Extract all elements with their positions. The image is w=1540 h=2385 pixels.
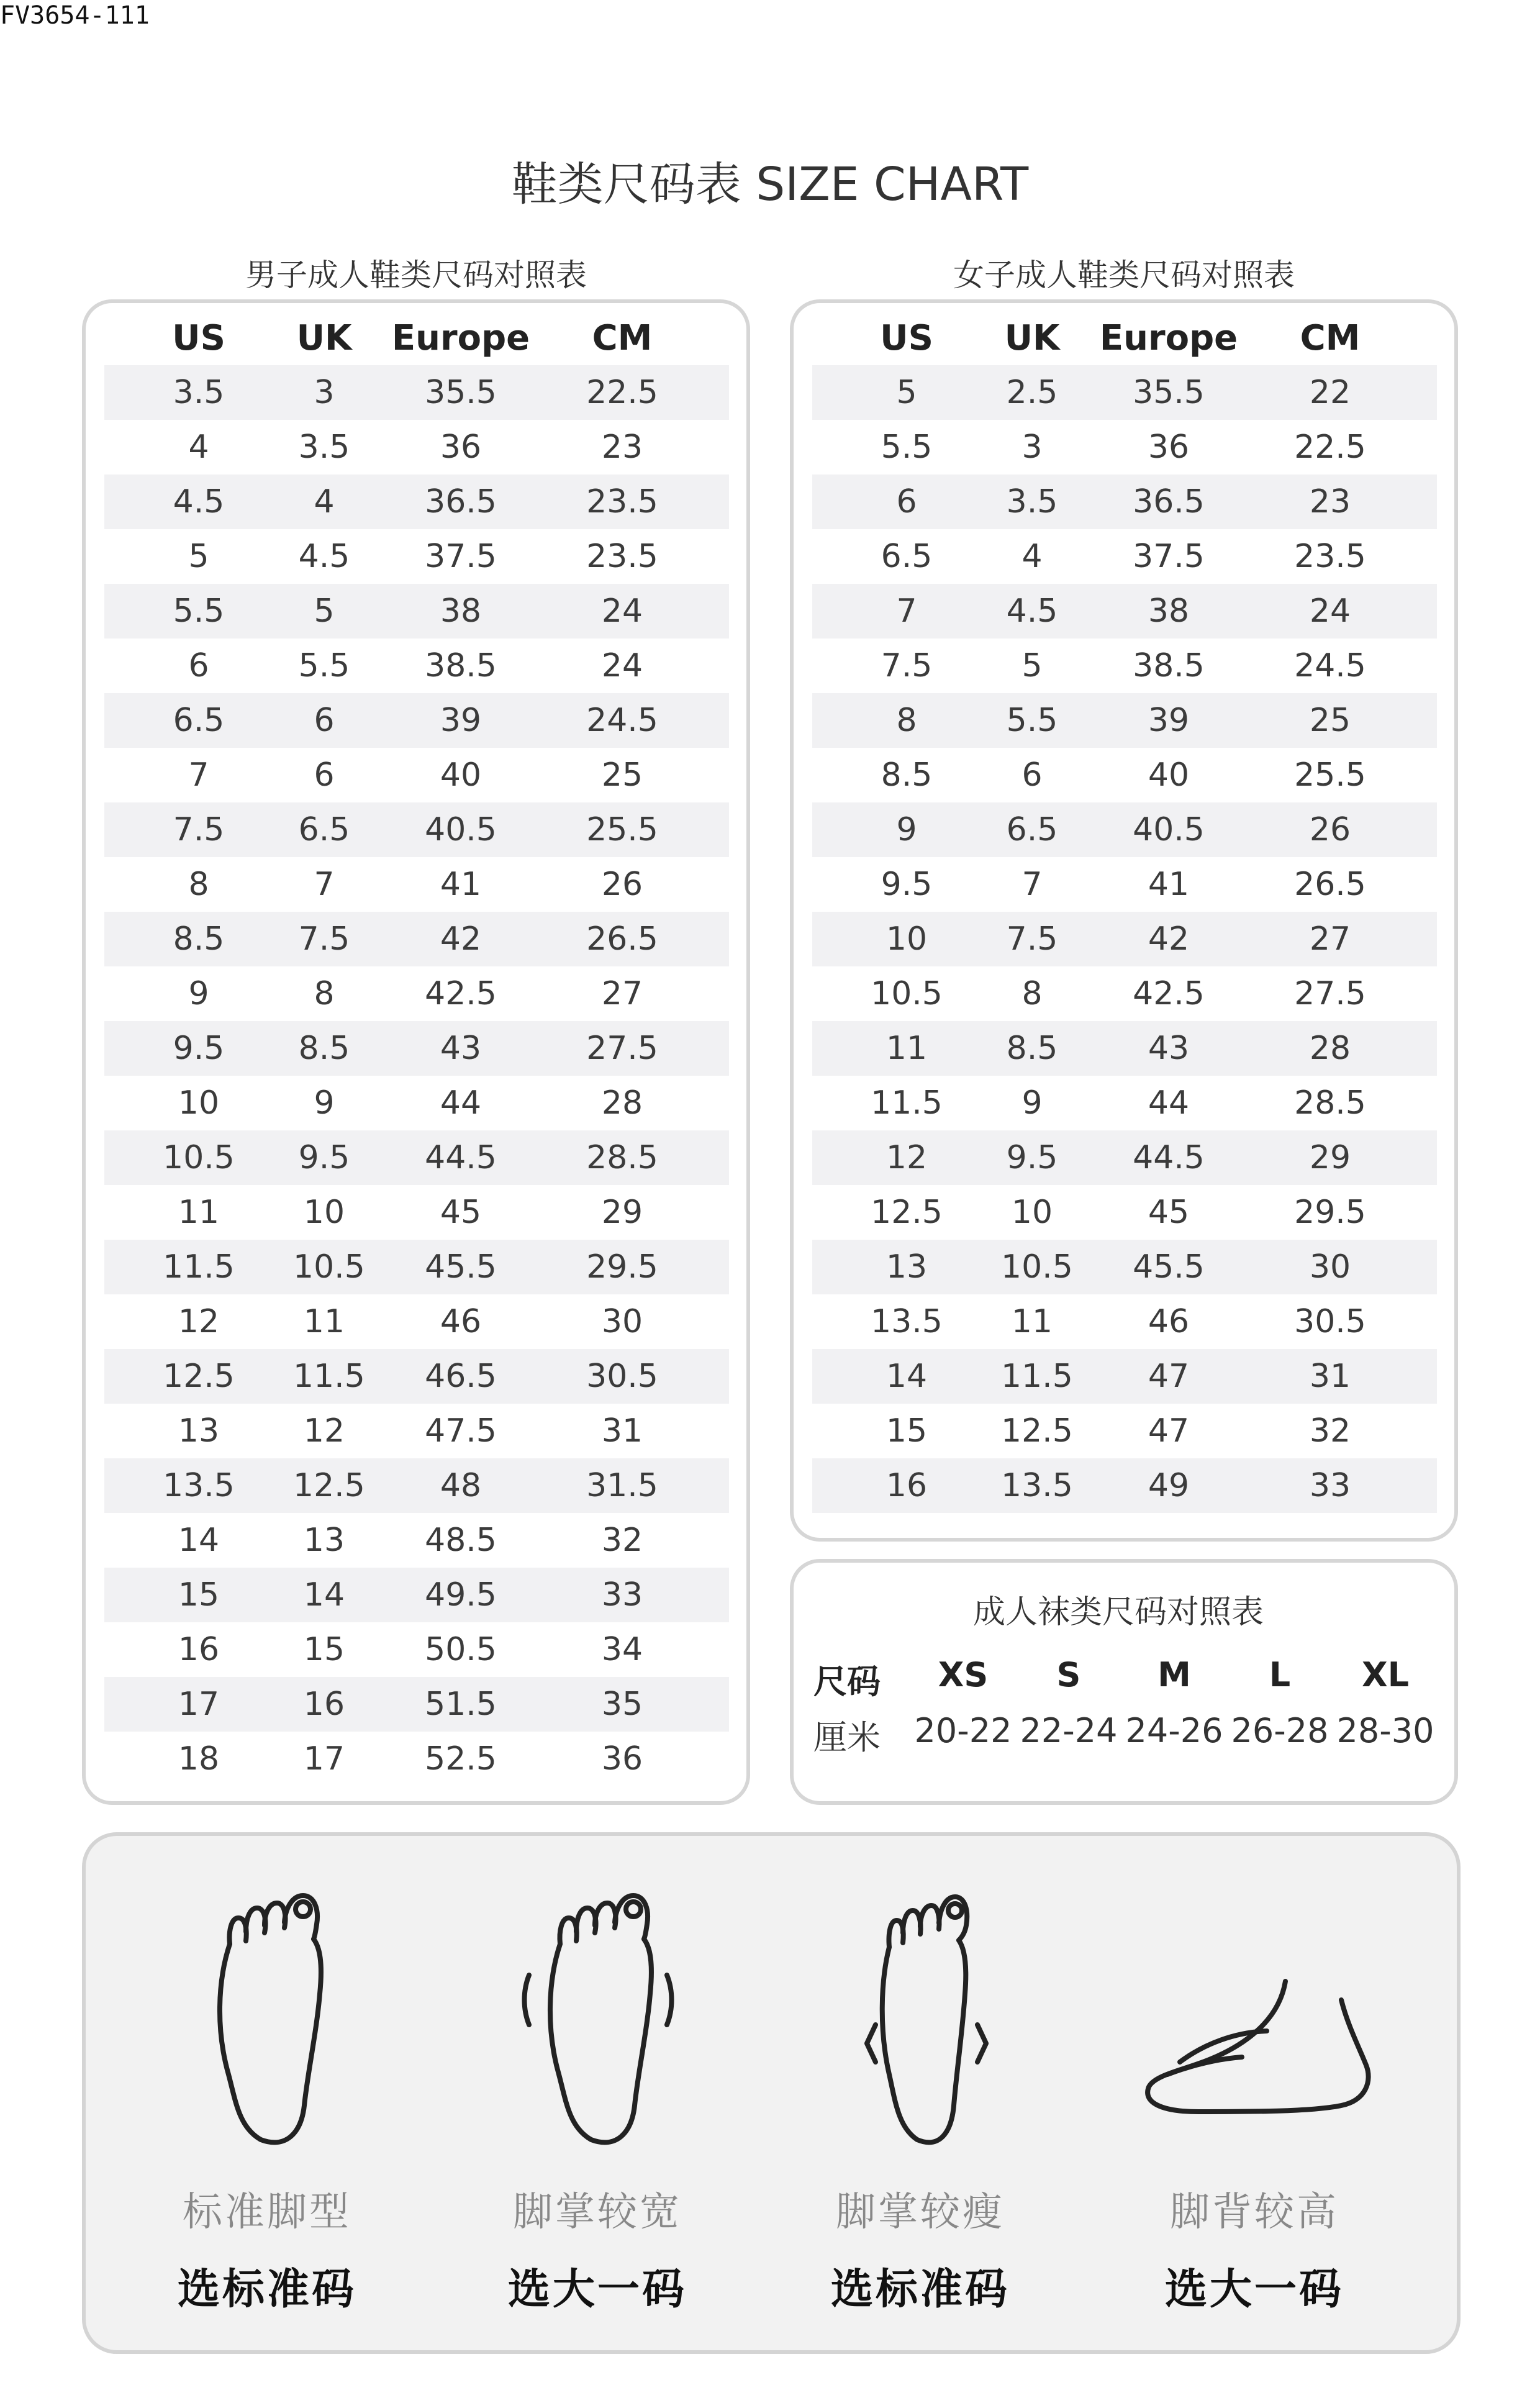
sock-cm: 24-26 <box>1125 1711 1223 1750</box>
women-table-cell: 46 <box>1148 1303 1190 1340</box>
men-table-header-cell: Europe <box>391 317 530 358</box>
women-table-cell: 45 <box>1148 1194 1190 1231</box>
women-table-cell: 45.5 <box>1133 1248 1205 1286</box>
men-table-cell: 35.5 <box>425 374 497 411</box>
women-table-cell: 8.5 <box>1006 1030 1058 1067</box>
women-table-cell: 30 <box>1309 1248 1351 1286</box>
men-size-table <box>104 311 729 1786</box>
men-table-cell: 11 <box>303 1303 345 1340</box>
men-table-cell: 6.5 <box>173 702 225 739</box>
men-table-cell: 44 <box>440 1084 482 1122</box>
men-table-cell: 4 <box>314 483 335 520</box>
men-table-row <box>104 584 729 638</box>
women-table-title: 女子成人鞋类尺码对照表 <box>953 257 1295 293</box>
men-table-cell: 38 <box>440 593 482 630</box>
women-table-cell: 13.5 <box>871 1303 943 1340</box>
men-table-cell: 25 <box>601 756 643 794</box>
women-table-cell: 22.5 <box>1294 429 1366 466</box>
foot-tip: 选标准码 <box>177 2265 356 2314</box>
women-table-cell: 24.5 <box>1294 647 1366 684</box>
women-table-header-cell: Europe <box>1099 317 1238 358</box>
women-table-cell: 7.5 <box>881 647 933 684</box>
men-table-cell: 39 <box>440 702 482 739</box>
foot-desc: 脚掌较瘦 <box>836 2189 1005 2235</box>
men-table-cell: 10 <box>178 1084 220 1122</box>
men-table-cell: 10 <box>303 1194 345 1231</box>
men-table-cell: 6 <box>314 756 335 794</box>
women-table-cell: 2.5 <box>1006 374 1058 411</box>
men-table-cell: 5 <box>188 538 209 575</box>
men-table-cell: 13 <box>303 1522 345 1559</box>
women-table-row <box>812 693 1437 748</box>
men-table-cell: 11 <box>178 1194 220 1231</box>
women-table-cell: 12 <box>886 1139 928 1176</box>
women-table-cell: 7.5 <box>1006 920 1058 958</box>
men-table-row <box>104 748 729 802</box>
women-table-cell: 25.5 <box>1294 756 1366 794</box>
men-table-cell: 14 <box>303 1576 345 1614</box>
women-table-cell: 30.5 <box>1294 1303 1366 1340</box>
women-table-cell: 41 <box>1148 866 1190 903</box>
men-table-cell: 7.5 <box>298 920 350 958</box>
women-table-cell: 6.5 <box>881 538 933 575</box>
women-table-cell: 6 <box>896 483 917 520</box>
men-table-cell: 7 <box>314 866 335 903</box>
women-table-cell: 26 <box>1309 811 1351 848</box>
standard-foot-icon <box>192 1888 342 2155</box>
women-table-cell: 28.5 <box>1294 1084 1366 1122</box>
women-table-cell: 9 <box>1021 1084 1043 1122</box>
women-table-cell: 42 <box>1148 920 1190 958</box>
men-table-row <box>104 1130 729 1185</box>
men-table-cell: 42.5 <box>425 975 497 1012</box>
sock-cm: 28-30 <box>1336 1711 1434 1750</box>
men-table-row <box>104 912 729 966</box>
women-table-cell: 5 <box>1021 647 1043 684</box>
women-table-row <box>812 857 1437 912</box>
men-table-cell: 31 <box>601 1412 643 1450</box>
sock-size: XS <box>938 1655 989 1694</box>
wide-foot-icon <box>510 1888 684 2155</box>
sock-table-title: 成人袜类尺码对照表 <box>972 1594 1264 1631</box>
men-table-cell: 31.5 <box>586 1467 658 1504</box>
women-table-cell: 9.5 <box>881 866 933 903</box>
men-table-row <box>104 1185 729 1240</box>
women-size-table <box>812 311 1437 1513</box>
men-table-cell: 51.5 <box>425 1686 497 1723</box>
women-table-cell: 13.5 <box>1001 1467 1073 1504</box>
men-table-cell: 49.5 <box>425 1576 497 1614</box>
men-table-row <box>104 857 729 912</box>
women-table-cell: 32 <box>1309 1412 1351 1450</box>
men-table-cell: 9 <box>188 975 209 1012</box>
men-table-cell: 38.5 <box>425 647 497 684</box>
women-table-cell: 42.5 <box>1133 975 1205 1012</box>
men-table-cell: 3.5 <box>173 374 225 411</box>
women-table-row <box>812 638 1437 693</box>
foot-type-wide <box>448 1888 746 2316</box>
men-table-cell: 45 <box>440 1194 482 1231</box>
foot-desc: 脚掌较宽 <box>513 2189 682 2235</box>
men-table-cell: 35 <box>601 1686 643 1723</box>
men-table-cell: 9 <box>314 1084 335 1122</box>
men-table-cell: 25.5 <box>586 811 658 848</box>
men-table-title: 男子成人鞋类尺码对照表 <box>245 257 587 293</box>
men-table-cell: 4 <box>188 429 209 466</box>
foot-tip: 选大一码 <box>507 2265 687 2314</box>
men-table-cell: 7 <box>188 756 209 794</box>
men-table-row <box>104 1677 729 1732</box>
women-table-cell: 5.5 <box>881 429 933 466</box>
men-table-header-cell: US <box>172 317 225 358</box>
women-table-cell: 38 <box>1148 593 1190 630</box>
women-table-cell: 12.5 <box>871 1194 943 1231</box>
men-table-cell: 11.5 <box>163 1248 235 1286</box>
women-table-cell: 40 <box>1148 756 1190 794</box>
men-table-cell: 46.5 <box>425 1358 497 1395</box>
men-table-cell: 10.5 <box>293 1248 365 1286</box>
foot-type-standard <box>118 1888 416 2316</box>
men-table-cell: 12.5 <box>293 1467 365 1504</box>
women-table-cell: 12.5 <box>1001 1412 1073 1450</box>
men-table-cell: 36.5 <box>425 483 497 520</box>
men-table-row <box>104 1021 729 1076</box>
women-table-cell: 36.5 <box>1133 483 1205 520</box>
women-table-cell: 47 <box>1148 1358 1190 1395</box>
men-table-cell: 7.5 <box>173 811 225 848</box>
men-table-cell: 50.5 <box>425 1631 497 1668</box>
sock-size-label: 尺码 <box>813 1662 881 1701</box>
foot-tip: 选大一码 <box>1164 2265 1344 2314</box>
women-table-cell: 9 <box>896 811 917 848</box>
men-table-cell: 12 <box>178 1303 220 1340</box>
women-table-cell: 5 <box>896 374 917 411</box>
men-table-row <box>104 529 729 584</box>
women-table-row <box>812 912 1437 966</box>
men-table-cell: 34 <box>601 1631 643 1668</box>
men-table-row <box>104 802 729 857</box>
sock-size: S <box>1056 1655 1081 1694</box>
men-table-row <box>104 1622 729 1677</box>
men-table-cell: 42 <box>440 920 482 958</box>
men-table-cell: 24 <box>601 593 643 630</box>
women-table-row <box>812 420 1437 475</box>
men-table-row <box>104 475 729 529</box>
women-table-row <box>812 1458 1437 1513</box>
women-table-header-cell: CM <box>1300 317 1361 358</box>
women-table-cell: 13 <box>886 1248 928 1286</box>
men-table-cell: 6 <box>188 647 209 684</box>
men-table-row <box>104 1404 729 1458</box>
men-table-cell: 18 <box>178 1740 220 1778</box>
women-table-cell: 3 <box>1021 429 1043 466</box>
men-table-cell: 23 <box>601 429 643 466</box>
women-table-row <box>812 1349 1437 1404</box>
men-table-row <box>104 1240 729 1294</box>
women-table-header-cell: UK <box>1004 317 1060 358</box>
women-table-row <box>812 475 1437 529</box>
women-table-cell: 15 <box>886 1412 928 1450</box>
men-table-cell: 3.5 <box>298 429 350 466</box>
men-table-cell: 41 <box>440 866 482 903</box>
women-table-cell: 47 <box>1148 1412 1190 1450</box>
women-table-row <box>812 1294 1437 1349</box>
men-table-row <box>104 1076 729 1130</box>
women-table-row <box>812 584 1437 638</box>
men-table-cell: 36 <box>440 429 482 466</box>
men-table-cell: 24 <box>601 647 643 684</box>
men-table-cell: 8.5 <box>298 1030 350 1067</box>
women-table-row <box>812 748 1437 802</box>
men-table-cell: 4.5 <box>173 483 225 520</box>
women-table-header-cell: US <box>880 317 933 358</box>
men-table-cell: 27 <box>601 975 643 1012</box>
men-table-cell: 46 <box>440 1303 482 1340</box>
men-table-cell: 16 <box>178 1631 220 1668</box>
women-table-cell: 9.5 <box>1006 1139 1058 1176</box>
women-table-cell: 44.5 <box>1133 1139 1205 1176</box>
men-table-row <box>104 420 729 475</box>
men-table-row <box>104 1349 729 1404</box>
men-table-cell: 23.5 <box>586 483 658 520</box>
men-table-cell: 40 <box>440 756 482 794</box>
women-table-cell: 33 <box>1309 1467 1351 1504</box>
women-table-row <box>812 1130 1437 1185</box>
sock-size: L <box>1269 1655 1291 1694</box>
men-table-cell: 9.5 <box>298 1139 350 1176</box>
women-table-cell: 6.5 <box>1006 811 1058 848</box>
men-table-cell: 32 <box>601 1522 643 1559</box>
men-table-cell: 28.5 <box>586 1139 658 1176</box>
men-table-cell: 15 <box>303 1631 345 1668</box>
men-table-cell: 29 <box>601 1194 643 1231</box>
men-table-row <box>104 1513 729 1568</box>
women-table-cell: 16 <box>886 1467 928 1504</box>
women-table-cell: 7 <box>896 593 917 630</box>
women-table-row <box>812 529 1437 584</box>
women-table-cell: 11.5 <box>871 1084 943 1122</box>
women-table-cell: 10 <box>1011 1194 1053 1231</box>
women-table-cell: 37.5 <box>1133 538 1205 575</box>
women-table-cell: 7 <box>1021 866 1043 903</box>
women-table-cell: 14 <box>886 1358 928 1395</box>
men-table-cell: 16 <box>303 1686 345 1723</box>
foot-desc: 标准脚型 <box>183 2189 351 2235</box>
women-table-cell: 11.5 <box>1001 1358 1073 1395</box>
men-table-cell: 40.5 <box>425 811 497 848</box>
sock-size: M <box>1157 1655 1191 1694</box>
men-table-cell: 5.5 <box>298 647 350 684</box>
men-table-cell: 26 <box>601 866 643 903</box>
women-table-cell: 28 <box>1309 1030 1351 1067</box>
men-table-cell: 13.5 <box>163 1467 235 1504</box>
women-table-cell: 4 <box>1021 538 1043 575</box>
men-table-row <box>104 365 729 420</box>
men-table-row <box>104 693 729 748</box>
sock-size-row <box>813 1655 1438 1703</box>
men-table-cell: 6 <box>314 702 335 739</box>
page-title: 鞋类尺码表 SIZE CHART <box>511 158 1029 211</box>
women-table-cell: 11 <box>886 1030 928 1067</box>
men-table-cell: 14 <box>178 1522 220 1559</box>
men-table-cell: 10.5 <box>163 1139 235 1176</box>
women-table-cell: 29.5 <box>1294 1194 1366 1231</box>
women-table-cell: 22 <box>1309 374 1351 411</box>
men-table-cell: 23.5 <box>586 538 658 575</box>
women-table-row <box>812 365 1437 420</box>
men-table-cell: 5.5 <box>173 593 225 630</box>
men-table-cell: 52.5 <box>425 1740 497 1778</box>
high-instep-foot-icon <box>1124 1888 1385 2155</box>
men-table-cell: 48 <box>440 1467 482 1504</box>
women-table-cell: 36 <box>1148 429 1190 466</box>
men-table-cell: 24.5 <box>586 702 658 739</box>
men-table-cell: 15 <box>178 1576 220 1614</box>
men-table-cell: 11.5 <box>293 1358 365 1395</box>
women-table-cell: 49 <box>1148 1467 1190 1504</box>
women-table-cell: 29 <box>1309 1139 1351 1176</box>
sock-cm: 22-24 <box>1020 1711 1118 1750</box>
women-table-cell: 3.5 <box>1006 483 1058 520</box>
foot-type-narrow <box>771 1888 1069 2316</box>
men-table-cell: 6.5 <box>298 811 350 848</box>
women-table-cell: 35.5 <box>1133 374 1205 411</box>
men-table-cell: 30.5 <box>586 1358 658 1395</box>
sock-cm-row <box>813 1711 1438 1759</box>
men-table-cell: 27.5 <box>586 1030 658 1067</box>
women-table-row <box>812 802 1437 857</box>
women-table-cell: 23 <box>1309 483 1351 520</box>
men-table-cell: 37.5 <box>425 538 497 575</box>
men-table-row <box>104 638 729 693</box>
women-table-row <box>812 1021 1437 1076</box>
women-table-cell: 10 <box>886 920 928 958</box>
men-table-cell: 8 <box>188 866 209 903</box>
men-table-row <box>104 1568 729 1622</box>
men-table-cell: 9.5 <box>173 1030 225 1067</box>
men-table-header-cell: CM <box>592 317 653 358</box>
men-table-row <box>104 1458 729 1513</box>
men-table-cell: 30 <box>601 1303 643 1340</box>
women-table-cell: 11 <box>1011 1303 1053 1340</box>
sock-cm: 26-28 <box>1231 1711 1329 1750</box>
men-table-cell: 43 <box>440 1030 482 1067</box>
men-table-cell: 33 <box>601 1576 643 1614</box>
men-table-cell: 36 <box>601 1740 643 1778</box>
men-table-cell: 17 <box>303 1740 345 1778</box>
men-table-row <box>104 966 729 1021</box>
women-table-cell: 27.5 <box>1294 975 1366 1012</box>
narrow-foot-icon <box>840 1888 1001 2155</box>
foot-type-high-instep <box>1105 1888 1403 2316</box>
women-table-header-row <box>812 311 1437 365</box>
men-table-header-cell: UK <box>296 317 352 358</box>
women-table-cell: 44 <box>1148 1084 1190 1122</box>
women-table-cell: 27 <box>1309 920 1351 958</box>
women-table-cell: 43 <box>1148 1030 1190 1067</box>
women-table-cell: 24 <box>1309 593 1351 630</box>
women-table-row <box>812 966 1437 1021</box>
women-table-row <box>812 1076 1437 1130</box>
foot-desc: 脚背较高 <box>1170 2189 1339 2235</box>
men-table-cell: 44.5 <box>425 1139 497 1176</box>
men-table-cell: 48.5 <box>425 1522 497 1559</box>
women-table-cell: 23.5 <box>1294 538 1366 575</box>
men-table-cell: 4.5 <box>298 538 350 575</box>
women-table-cell: 39 <box>1148 702 1190 739</box>
sock-size: XL <box>1361 1655 1410 1694</box>
women-table-cell: 4.5 <box>1006 593 1058 630</box>
men-table-cell: 28 <box>601 1084 643 1122</box>
men-table-cell: 3 <box>314 374 335 411</box>
men-table-cell: 8 <box>314 975 335 1012</box>
product-code: FV3654-111 <box>0 1 150 30</box>
women-table-cell: 31 <box>1309 1358 1351 1395</box>
men-table-cell: 12.5 <box>163 1358 235 1395</box>
women-table-cell: 8 <box>896 702 917 739</box>
men-table-cell: 5 <box>314 593 335 630</box>
sock-cm-label: 厘米 <box>813 1718 881 1757</box>
women-table-row <box>812 1240 1437 1294</box>
sock-cm: 20-22 <box>914 1711 1012 1750</box>
women-table-row <box>812 1185 1437 1240</box>
women-table-cell: 8 <box>1021 975 1043 1012</box>
men-table-cell: 22.5 <box>586 374 658 411</box>
men-table-cell: 47.5 <box>425 1412 497 1450</box>
men-table-cell: 8.5 <box>173 920 225 958</box>
women-table-cell: 6 <box>1021 756 1043 794</box>
women-table-cell: 26.5 <box>1294 866 1366 903</box>
men-table-cell: 26.5 <box>586 920 658 958</box>
men-table-row <box>104 1732 729 1786</box>
foot-tip: 选标准码 <box>830 2265 1010 2314</box>
men-table-row <box>104 1294 729 1349</box>
women-table-cell: 38.5 <box>1133 647 1205 684</box>
women-table-cell: 10.5 <box>871 975 943 1012</box>
men-table-cell: 13 <box>178 1412 220 1450</box>
women-table-cell: 25 <box>1309 702 1351 739</box>
women-table-row <box>812 1404 1437 1458</box>
women-table-cell: 10.5 <box>1001 1248 1073 1286</box>
men-table-cell: 17 <box>178 1686 220 1723</box>
women-table-cell: 40.5 <box>1133 811 1205 848</box>
women-table-cell: 5.5 <box>1006 702 1058 739</box>
men-table-header-row <box>104 311 729 365</box>
men-table-cell: 29.5 <box>586 1248 658 1286</box>
women-table-cell: 8.5 <box>881 756 933 794</box>
men-table-cell: 45.5 <box>425 1248 497 1286</box>
men-table-cell: 12 <box>303 1412 345 1450</box>
